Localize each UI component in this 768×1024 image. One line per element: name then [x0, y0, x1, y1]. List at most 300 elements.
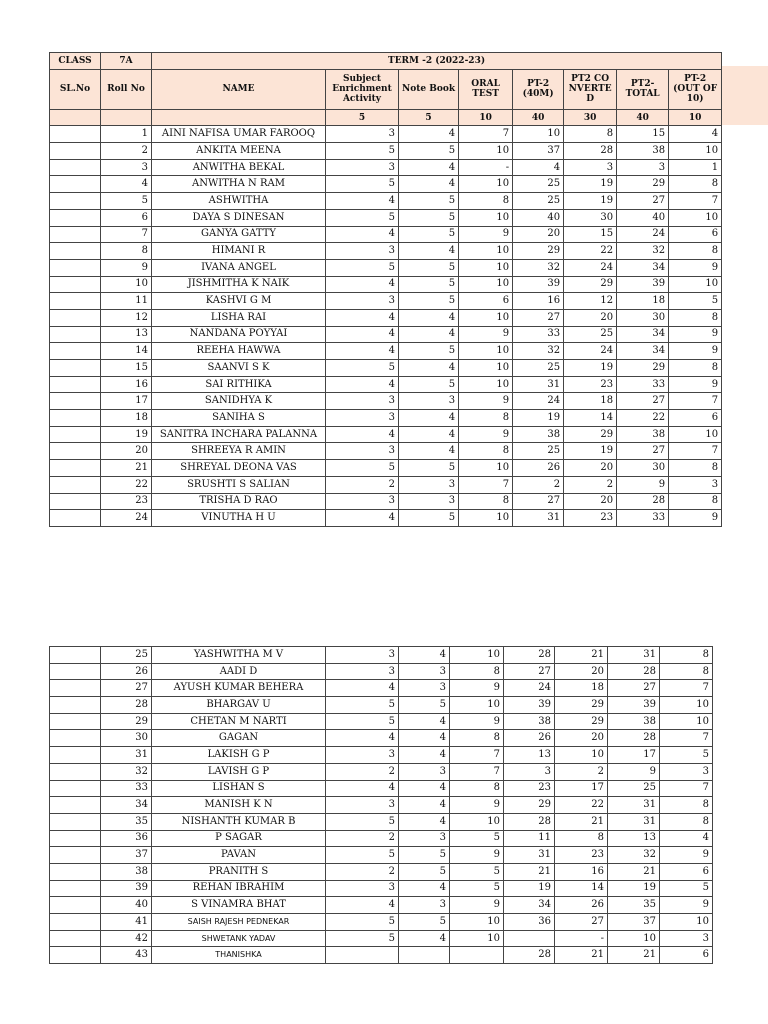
notebook-cell: 5: [399, 293, 459, 310]
table-row: [50, 880, 713, 897]
notebook-cell: 3: [399, 663, 450, 680]
name-cell: CHETAN M NARTI: [152, 713, 326, 730]
subject-cell: 3: [326, 410, 399, 427]
max-total: 40: [617, 109, 669, 126]
converted-cell: 10: [555, 747, 608, 764]
out-of-10-cell: 7: [660, 780, 713, 797]
slno-cell: [50, 763, 101, 780]
name-cell: SAI RITHIKA: [152, 376, 326, 393]
converted-cell: 21: [555, 813, 608, 830]
converted-cell: 28: [564, 143, 617, 160]
roll-cell: 6: [101, 209, 152, 226]
roll-cell: 25: [101, 647, 152, 664]
col-slno: SL.No: [50, 69, 101, 109]
subject-cell: 5: [326, 360, 399, 377]
out-of-10-cell: 10: [669, 276, 722, 293]
notebook-cell: 4: [399, 730, 450, 747]
pt2-cell: 31: [513, 510, 564, 527]
name-cell: SAISH RAJESH PEDNEKAR: [152, 914, 326, 931]
notebook-cell: 5: [399, 847, 450, 864]
subject-cell: 4: [326, 510, 399, 527]
converted-cell: 8: [564, 126, 617, 143]
name-cell: THANISHKA: [152, 947, 326, 964]
out-of-10-cell: 5: [660, 747, 713, 764]
total-cell: 37: [608, 914, 660, 931]
slno-cell: [50, 209, 101, 226]
table-row: [50, 713, 713, 730]
name-cell: SANITRA INCHARA PALANNA: [152, 426, 326, 443]
table-row: [50, 426, 722, 443]
roll-cell: 1: [101, 126, 152, 143]
oral-cell: 9: [459, 426, 513, 443]
table-row: [50, 360, 722, 377]
pt2-cell: 27: [513, 493, 564, 510]
pt2-cell: 39: [504, 697, 555, 714]
pt2-cell: 13: [504, 747, 555, 764]
table-row: [50, 697, 713, 714]
total-cell: 17: [608, 747, 660, 764]
oral-cell: 10: [459, 510, 513, 527]
roll-cell: 7: [101, 226, 152, 243]
total-cell: 3: [617, 159, 669, 176]
converted-cell: 2: [555, 763, 608, 780]
table-row: [50, 863, 713, 880]
out-of-10-cell: 8: [669, 360, 722, 377]
converted-cell: 24: [564, 259, 617, 276]
pt2-cell: 27: [513, 309, 564, 326]
roll-cell: 16: [101, 376, 152, 393]
total-cell: 31: [608, 647, 660, 664]
slno-cell: [50, 947, 101, 964]
oral-cell: 10: [459, 360, 513, 377]
subject-cell: 5: [326, 460, 399, 477]
slno-cell: [50, 847, 101, 864]
table-row: [50, 193, 722, 210]
roll-cell: 14: [101, 343, 152, 360]
roll-cell: 4: [101, 176, 152, 193]
table-row: [50, 747, 713, 764]
notebook-cell: 4: [399, 159, 459, 176]
max-notebook: 5: [399, 109, 459, 126]
subject-cell: [326, 947, 399, 964]
out-of-10-cell: 8: [669, 460, 722, 477]
total-cell: 29: [617, 176, 669, 193]
notebook-cell: 4: [399, 930, 450, 947]
slno-cell: [50, 647, 101, 664]
roll-cell: 32: [101, 763, 152, 780]
converted-cell: 29: [564, 426, 617, 443]
total-cell: 34: [617, 343, 669, 360]
table-row: [50, 476, 722, 493]
total-cell: 40: [617, 209, 669, 226]
oral-cell: 9: [450, 847, 504, 864]
converted-cell: 23: [564, 510, 617, 527]
roll-cell: 17: [101, 393, 152, 410]
oral-cell: 9: [459, 393, 513, 410]
pt2-cell: 11: [504, 830, 555, 847]
out-of-10-cell: 8: [669, 493, 722, 510]
roll-cell: 13: [101, 326, 152, 343]
name-cell: SHREEYA R AMIN: [152, 443, 326, 460]
pt2-cell: 16: [513, 293, 564, 310]
notebook-cell: 4: [399, 176, 459, 193]
roll-cell: 18: [101, 410, 152, 427]
converted-cell: 12: [564, 293, 617, 310]
notebook-cell: [399, 947, 450, 964]
name-cell: SANIHA S: [152, 410, 326, 427]
total-cell: 32: [608, 847, 660, 864]
term-title: TERM -2 (2022-23): [152, 53, 722, 70]
oral-cell: 9: [450, 680, 504, 697]
roll-cell: 3: [101, 159, 152, 176]
pt2-cell: 24: [513, 393, 564, 410]
converted-cell: 24: [564, 343, 617, 360]
out-of-10-cell: 8: [660, 813, 713, 830]
out-of-10-cell: 7: [660, 730, 713, 747]
table-row: [50, 763, 713, 780]
slno-cell: [50, 493, 101, 510]
oral-cell: 10: [459, 243, 513, 260]
out-of-10-cell: 10: [660, 697, 713, 714]
converted-cell: 23: [564, 376, 617, 393]
name-cell: ASHWITHA: [152, 193, 326, 210]
notebook-cell: 4: [399, 426, 459, 443]
max-out-of-10: 10: [669, 109, 722, 126]
pt2-cell: 31: [513, 376, 564, 393]
pt2-cell: 31: [504, 847, 555, 864]
name-cell: REHAN IBRAHIM: [152, 880, 326, 897]
notebook-cell: 3: [399, 476, 459, 493]
notebook-cell: 5: [399, 143, 459, 160]
converted-cell: 8: [555, 830, 608, 847]
subject-cell: 4: [326, 376, 399, 393]
roll-cell: 29: [101, 713, 152, 730]
slno-cell: [50, 293, 101, 310]
roll-cell: 24: [101, 510, 152, 527]
table-row: [50, 813, 713, 830]
subject-cell: 5: [326, 914, 399, 931]
converted-cell: 20: [564, 493, 617, 510]
table-row: [50, 493, 722, 510]
roll-cell: 37: [101, 847, 152, 864]
total-cell: 31: [608, 813, 660, 830]
col-name: NAME: [152, 69, 326, 109]
name-cell: YASHWITHA M V: [152, 647, 326, 664]
subject-cell: 3: [326, 663, 399, 680]
slno-cell: [50, 880, 101, 897]
notebook-cell: 5: [399, 914, 450, 931]
slno-cell: [50, 343, 101, 360]
converted-cell: -: [555, 930, 608, 947]
col-pt2-converted: PT2 CONVERTED: [564, 69, 617, 109]
oral-cell: 9: [459, 326, 513, 343]
slno-cell: [50, 713, 101, 730]
total-cell: 30: [617, 460, 669, 477]
max-converted: 30: [564, 109, 617, 126]
pt2-cell: 40: [513, 209, 564, 226]
table-row: [50, 410, 722, 427]
name-cell: AYUSH KUMAR BEHERA: [152, 680, 326, 697]
table-row: [50, 143, 722, 160]
total-cell: 30: [617, 309, 669, 326]
oral-cell: 9: [459, 226, 513, 243]
subject-cell: 3: [326, 797, 399, 814]
table-row: [50, 126, 722, 143]
total-cell: 35: [608, 897, 660, 914]
roll-cell: 28: [101, 697, 152, 714]
out-of-10-cell: 7: [660, 680, 713, 697]
notebook-cell: 4: [399, 443, 459, 460]
table-row: [50, 376, 722, 393]
class-value: 7A: [101, 53, 152, 70]
pt2-cell: 29: [504, 797, 555, 814]
slno-cell: [50, 410, 101, 427]
out-of-10-cell: 9: [669, 326, 722, 343]
roll-cell: 40: [101, 897, 152, 914]
out-of-10-cell: 1: [669, 159, 722, 176]
max-oral: 10: [459, 109, 513, 126]
pt2-cell: [504, 930, 555, 947]
slno-cell: [50, 813, 101, 830]
table-row: [50, 293, 722, 310]
name-cell: ANWITHA BEKAL: [152, 159, 326, 176]
slno-cell: [50, 510, 101, 527]
oral-cell: 10: [459, 143, 513, 160]
roll-cell: 15: [101, 360, 152, 377]
total-cell: 15: [617, 126, 669, 143]
subject-cell: 4: [326, 326, 399, 343]
notebook-cell: 4: [399, 410, 459, 427]
max-subject: 5: [326, 109, 399, 126]
table-row: [50, 226, 722, 243]
total-cell: 38: [617, 426, 669, 443]
notebook-cell: 5: [399, 460, 459, 477]
col-pt2-out-of-10: PT-2 (OUT OF 10): [669, 69, 722, 109]
converted-cell: 21: [555, 947, 608, 964]
notebook-cell: 4: [399, 713, 450, 730]
out-of-10-cell: 8: [660, 797, 713, 814]
notebook-cell: 4: [399, 360, 459, 377]
out-of-10-cell: 8: [669, 176, 722, 193]
name-cell: NANDANA POYYAI: [152, 326, 326, 343]
converted-cell: 3: [564, 159, 617, 176]
notebook-cell: 5: [399, 276, 459, 293]
subject-cell: 4: [326, 426, 399, 443]
pt2-cell: 2: [513, 476, 564, 493]
subject-cell: 3: [326, 647, 399, 664]
name-cell: AINI NAFISA UMAR FAROOQ: [152, 126, 326, 143]
total-cell: 39: [608, 697, 660, 714]
roll-cell: 2: [101, 143, 152, 160]
converted-cell: 23: [555, 847, 608, 864]
total-cell: 27: [617, 443, 669, 460]
total-cell: 28: [608, 730, 660, 747]
slno-cell: [50, 126, 101, 143]
total-cell: 38: [617, 143, 669, 160]
converted-cell: 29: [564, 276, 617, 293]
roll-cell: 27: [101, 680, 152, 697]
col-oral-test: ORAL TEST: [459, 69, 513, 109]
header-row-columns: [50, 69, 722, 109]
out-of-10-cell: 10: [660, 914, 713, 931]
marks-table-bottom: [49, 646, 713, 964]
out-of-10-cell: 6: [660, 863, 713, 880]
subject-cell: 2: [326, 476, 399, 493]
notebook-cell: 5: [399, 510, 459, 527]
name-cell: LAVISH G P: [152, 763, 326, 780]
out-of-10-cell: 8: [669, 309, 722, 326]
notebook-cell: 5: [399, 226, 459, 243]
roll-cell: 31: [101, 747, 152, 764]
subject-cell: 5: [326, 176, 399, 193]
notebook-cell: 5: [399, 209, 459, 226]
subject-cell: 2: [326, 863, 399, 880]
out-of-10-cell: 9: [669, 259, 722, 276]
slno-cell: [50, 426, 101, 443]
out-of-10-cell: 9: [669, 343, 722, 360]
table-row: [50, 780, 713, 797]
pt2-cell: 37: [513, 143, 564, 160]
name-cell: ANWITHA N RAM: [152, 176, 326, 193]
table-row: [50, 947, 713, 964]
converted-cell: 14: [564, 410, 617, 427]
table-row: [50, 276, 722, 293]
pt2-cell: 26: [504, 730, 555, 747]
notebook-cell: 5: [399, 343, 459, 360]
name-cell: SHWETANK YADAV: [152, 930, 326, 947]
out-of-10-cell: 9: [660, 847, 713, 864]
oral-cell: 9: [450, 713, 504, 730]
oral-cell: 5: [450, 880, 504, 897]
marks-table-top: [49, 52, 722, 527]
oral-cell: 10: [459, 309, 513, 326]
converted-cell: 27: [555, 914, 608, 931]
converted-cell: 19: [564, 443, 617, 460]
subject-cell: 4: [326, 226, 399, 243]
name-cell: VINUTHA H U: [152, 510, 326, 527]
pt2-cell: 28: [504, 813, 555, 830]
pt2-cell: 25: [513, 176, 564, 193]
col-subject-enrichment: Subject Enrichment Activity: [326, 69, 399, 109]
out-of-10-cell: 5: [669, 293, 722, 310]
out-of-10-cell: 6: [669, 226, 722, 243]
name-cell: HIMANI R: [152, 243, 326, 260]
slno-cell: [50, 309, 101, 326]
name-cell: PRANITH S: [152, 863, 326, 880]
notebook-cell: 5: [399, 376, 459, 393]
oral-cell: 10: [450, 930, 504, 947]
table-row: [50, 797, 713, 814]
oral-cell: 8: [459, 193, 513, 210]
subject-cell: 2: [326, 830, 399, 847]
converted-cell: 29: [555, 697, 608, 714]
subject-cell: 5: [326, 813, 399, 830]
roll-cell: 35: [101, 813, 152, 830]
total-cell: 32: [617, 243, 669, 260]
slno-cell: [50, 863, 101, 880]
total-cell: 33: [617, 510, 669, 527]
total-cell: 27: [608, 680, 660, 697]
slno-cell: [50, 326, 101, 343]
converted-cell: 19: [564, 193, 617, 210]
roll-cell: 41: [101, 914, 152, 931]
subject-cell: 4: [326, 343, 399, 360]
table-row: [50, 510, 722, 527]
converted-cell: 25: [564, 326, 617, 343]
pt2-cell: 29: [513, 243, 564, 260]
subject-cell: 4: [326, 309, 399, 326]
oral-cell: 10: [459, 259, 513, 276]
name-cell: ANKITA MEENA: [152, 143, 326, 160]
subject-cell: 4: [326, 276, 399, 293]
total-cell: 28: [617, 493, 669, 510]
notebook-cell: 4: [399, 243, 459, 260]
total-cell: 31: [608, 797, 660, 814]
name-cell: GAGAN: [152, 730, 326, 747]
slno-cell: [50, 663, 101, 680]
name-cell: PAVAN: [152, 847, 326, 864]
out-of-10-cell: 8: [660, 663, 713, 680]
table-row: [50, 663, 713, 680]
out-of-10-cell: 10: [660, 713, 713, 730]
subject-cell: 3: [326, 443, 399, 460]
oral-cell: 5: [450, 863, 504, 880]
name-cell: LISHAN S: [152, 780, 326, 797]
pt2-cell: 28: [504, 647, 555, 664]
slno-cell: [50, 930, 101, 947]
notebook-cell: 4: [399, 126, 459, 143]
slno-cell: [50, 376, 101, 393]
total-cell: 38: [608, 713, 660, 730]
pt2-cell: 26: [513, 460, 564, 477]
total-cell: 21: [608, 947, 660, 964]
subject-cell: 4: [326, 897, 399, 914]
oral-cell: 8: [459, 493, 513, 510]
name-cell: REEHA HAWWA: [152, 343, 326, 360]
roll-cell: 26: [101, 663, 152, 680]
name-cell: GANYA GATTY: [152, 226, 326, 243]
pt2-cell: 10: [513, 126, 564, 143]
pt2-cell: 34: [504, 897, 555, 914]
table-row: [50, 393, 722, 410]
out-of-10-cell: 7: [669, 393, 722, 410]
table-row: [50, 159, 722, 176]
slno-cell: [50, 830, 101, 847]
slno-cell: [50, 143, 101, 160]
converted-cell: 30: [564, 209, 617, 226]
out-of-10-cell: 4: [669, 126, 722, 143]
pt2-cell: 19: [513, 410, 564, 427]
max-pt2: 40: [513, 109, 564, 126]
notebook-cell: 3: [399, 763, 450, 780]
subject-cell: 5: [326, 713, 399, 730]
notebook-cell: 5: [399, 193, 459, 210]
slno-cell: [50, 243, 101, 260]
oral-cell: 7: [450, 763, 504, 780]
slno-cell: [50, 393, 101, 410]
oral-cell: 10: [459, 376, 513, 393]
total-cell: 24: [617, 226, 669, 243]
pt2-cell: 33: [513, 326, 564, 343]
roll-cell: 36: [101, 830, 152, 847]
converted-cell: 29: [555, 713, 608, 730]
converted-cell: 17: [555, 780, 608, 797]
oral-cell: [450, 947, 504, 964]
roll-cell: 11: [101, 293, 152, 310]
roll-cell: 19: [101, 426, 152, 443]
subject-cell: 4: [326, 730, 399, 747]
slno-cell: [50, 730, 101, 747]
